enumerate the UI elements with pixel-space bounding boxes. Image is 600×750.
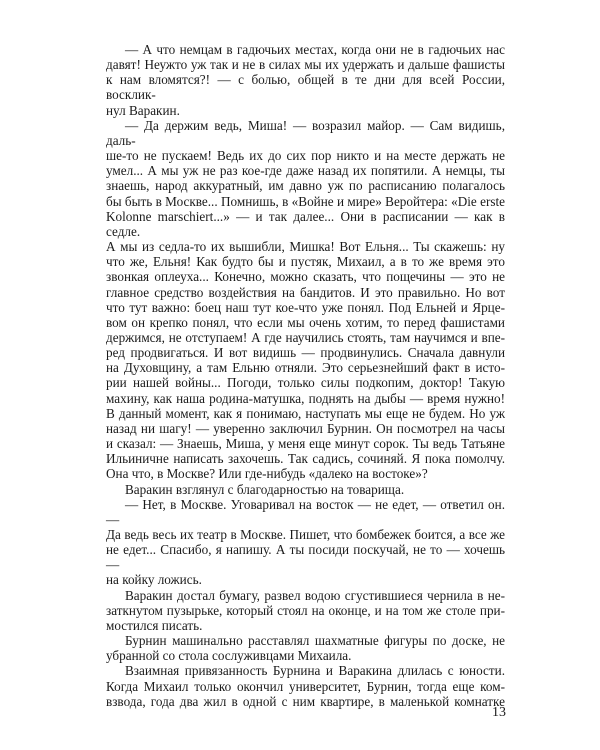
text-line: главное средство воздействия на бандитов. И это правильно. Но вот (106, 284, 505, 300)
text-line: мостился писать. (106, 617, 203, 633)
text-line: держимся, не отступаем! А где научились стоять, там научимся и впе- (106, 329, 505, 345)
text-line: и сказал: — Знаешь, Миша, у меня еще минут сорок. Ты ведь Татьяне (106, 436, 505, 452)
paragraph-3 (106, 482, 505, 497)
text-line: к нам вломятся?! — с болью, общей в те дни для всей России, восклик- (106, 72, 505, 103)
paragraph-6 (106, 633, 505, 663)
text-line: А мы из седла-то их вышибли, Мишка! Вот Ельня... Ты скажешь: ну (106, 239, 505, 255)
text-line: что же, Ельня! Как будто бы и пустяк, Михаил, а в то же время это (106, 254, 505, 270)
text-line: звонкая оплеуха... Конечно, можно сказать, что пощечины — это не (106, 269, 505, 285)
text-line: Да ведь весь их театр в Москве. Пишет, что бомбежек боится, а все же (106, 527, 505, 542)
text-line: бы быть в Москве... Помнишь, в «Войне и мире» Веройтера: «Die erste (106, 193, 505, 209)
text-line: Она что, в Москве? Или где-нибудь «далеко на востоке»? (106, 466, 428, 482)
paragraph-7 (106, 663, 505, 708)
text-line: вом он крепко понял, что если мы очень хотим, то перед фашистами (106, 314, 505, 330)
page-number: 13 (492, 705, 506, 720)
text-line: ше-то не пускаем! Ведь их до сих пор никто и на месте держать не (106, 148, 505, 164)
text-line: Бурнин машинально расставлял шахматные фигуры по доске, не (125, 633, 505, 649)
text-line: — Да держим ведь, Миша! — возразил майор. — Сам видишь, даль- (106, 117, 505, 148)
text-line: не едет... Спасибо, я напишу. А ты посиди поскучай, не то — хочешь — (106, 542, 505, 573)
text-line: ред продвигаться. И вот видишь — продвинулись. Сначала давнули (106, 345, 505, 361)
text-line: — А что немцам в гадючьих местах, когда они не в гадючьих нас (125, 42, 505, 57)
text-line: назад ни шагу! — уверенно заключил Бурнин. Он посмотрел на часы (106, 420, 505, 436)
text-line: В данный момент, как я понимаю, наступать мы еще не будем. Но уж (106, 405, 505, 421)
text-line: давят! Неужто уж так и не в силах мы их удержать и дальше фашисты (106, 57, 505, 73)
text-line: умел... А мы уж не раз кое-где даже назад их попятили. А немцы, ты (106, 163, 505, 179)
text-line: на койку ложись. (106, 572, 202, 588)
text-line: знаешь, народ аккуратный, им давно уж по расписанию полагалось (106, 178, 505, 194)
text-line: — Нет, в Москве. Уговаривал на восток — не едет, — ответил он. — (106, 496, 505, 527)
text-line: Взаимная привязанность Бурнина и Варакина длилась с юности. (125, 663, 505, 679)
text-line: убранной со стола сослуживцами Михаила. (106, 648, 352, 664)
paragraph-5 (106, 588, 505, 633)
text-line: рии нашей войны... Погоди, только силы подкопим, доктор! Такую (106, 375, 505, 391)
paragraph-2 (106, 118, 505, 482)
body-text (106, 42, 505, 709)
text-line: заткнутом пузырьке, который стоял на оконце, и на том же столе при- (106, 602, 505, 618)
text-line: Kolonne marschiert...» — и так далее... Они в расписании — как в седле. (106, 208, 505, 239)
text-line: Варакин взглянул с благодарностью на товарища. (125, 481, 405, 497)
text-line: Когда Михаил только окончил университет, Бурнин, тогда еще ком- (106, 678, 505, 694)
paragraph-1 (106, 42, 505, 118)
text-line: Варакин достал бумагу, развел водою сгустившиеся чернила в не- (125, 587, 505, 603)
text-line: Ильиничне написать захочешь. Так садись, сочиняй. Я пока помолчу. (106, 451, 505, 467)
text-line: что тут важно: боец наш тут кое-что уже понял. Под Ельней и Ярце- (106, 299, 505, 315)
text-line: нул Варакин. (106, 102, 180, 118)
text-line: взвода, года два жил в одной с ним квартире, в маленькой комнатке (106, 693, 505, 709)
paragraph-4 (106, 497, 505, 588)
text-line: на Духовщину, а там Ельню отняли. Это серьезнейший факт в исто- (106, 360, 505, 376)
text-line: махину, как наша родина-матушка, поднять на дыбы — время нужно! (106, 390, 505, 406)
